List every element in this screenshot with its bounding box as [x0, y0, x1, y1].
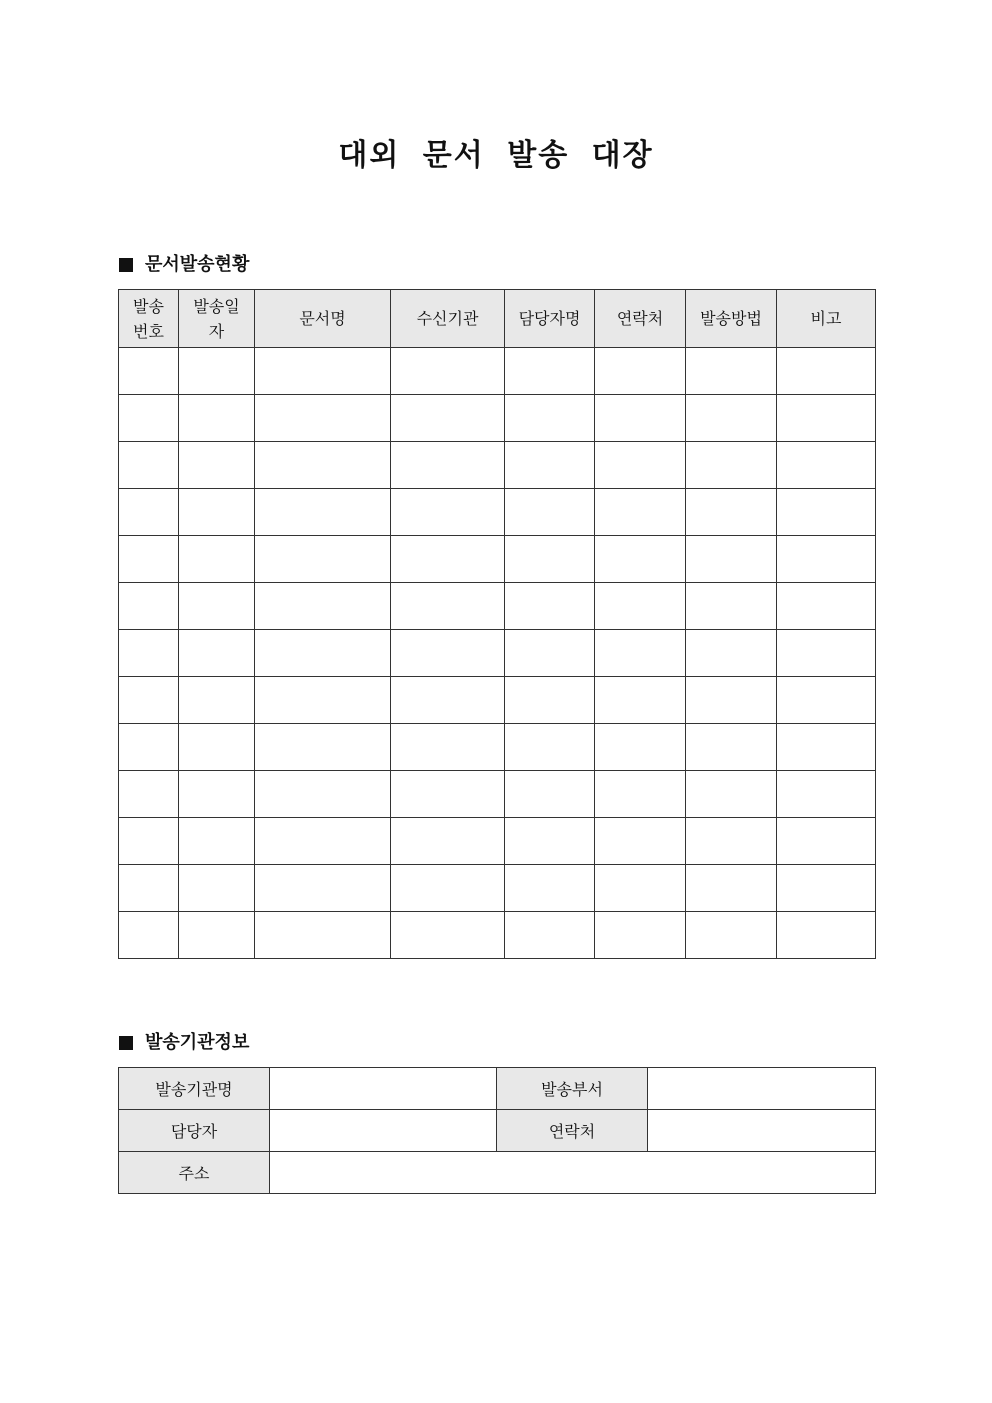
cell-remarks[interactable]	[777, 348, 876, 395]
cell-method[interactable]	[686, 442, 777, 489]
cell-phone[interactable]	[595, 489, 686, 536]
cell-dispatch-date[interactable]	[179, 630, 255, 677]
cell-recipient-org[interactable]	[391, 536, 505, 583]
cell-dispatch-date[interactable]	[179, 912, 255, 959]
cell-document-name[interactable]	[255, 536, 391, 583]
table-row	[119, 395, 876, 442]
cell-phone[interactable]	[595, 630, 686, 677]
cell-document-name[interactable]	[255, 442, 391, 489]
cell-method[interactable]	[686, 630, 777, 677]
cell-dispatch-no[interactable]	[119, 865, 179, 912]
cell-phone[interactable]	[595, 818, 686, 865]
cell-recipient-org[interactable]	[391, 818, 505, 865]
cell-dispatch-date[interactable]	[179, 677, 255, 724]
header-method: 발송방법	[686, 290, 777, 348]
cell-dispatch-date[interactable]	[179, 724, 255, 771]
cell-remarks[interactable]	[777, 395, 876, 442]
section-heading-sender-info	[119, 1031, 249, 1055]
table-row	[119, 818, 876, 865]
cell-dispatch-no[interactable]	[119, 348, 179, 395]
header-dispatch-no	[119, 290, 179, 348]
cell-remarks[interactable]	[777, 771, 876, 818]
cell-remarks[interactable]	[777, 583, 876, 630]
document-title: 대외 문서 발송 대장	[338, 138, 654, 173]
cell-contact-name[interactable]	[505, 395, 595, 442]
header-document-name: 문서명	[255, 290, 391, 348]
cell-contact-name[interactable]	[505, 583, 595, 630]
cell-method[interactable]	[686, 677, 777, 724]
table-row	[119, 442, 876, 489]
header-remarks: 비고	[777, 290, 876, 348]
cell-contact-name[interactable]	[505, 818, 595, 865]
cell-remarks[interactable]	[777, 818, 876, 865]
cell-document-name[interactable]	[255, 724, 391, 771]
cell-remarks[interactable]	[777, 536, 876, 583]
cell-dispatch-no[interactable]	[119, 395, 179, 442]
cell-dispatch-date[interactable]	[179, 489, 255, 536]
header-phone: 연락처	[595, 290, 686, 348]
cell-recipient-org[interactable]	[391, 395, 505, 442]
table-row	[119, 348, 876, 395]
cell-contact-name[interactable]	[505, 536, 595, 583]
cell-dispatch-no[interactable]	[119, 724, 179, 771]
cell-recipient-org[interactable]	[391, 583, 505, 630]
sender-org-label: 발송기관명	[119, 1068, 270, 1110]
table-row	[119, 677, 876, 724]
cell-dispatch-no[interactable]	[119, 912, 179, 959]
phone-label: 연락처	[497, 1110, 648, 1152]
header-recipient-org: 수신기관	[391, 290, 505, 348]
cell-dispatch-no[interactable]	[119, 818, 179, 865]
cell-contact-name[interactable]	[505, 771, 595, 818]
sender-org-field[interactable]	[270, 1068, 497, 1110]
cell-document-name[interactable]	[255, 395, 391, 442]
cell-document-name[interactable]	[255, 583, 391, 630]
header-dispatch-date	[179, 290, 255, 348]
cell-document-name[interactable]	[255, 865, 391, 912]
address-label: 주소	[119, 1152, 270, 1194]
table-row	[119, 771, 876, 818]
cell-method[interactable]	[686, 536, 777, 583]
contact-person-label: 담당자	[119, 1110, 270, 1152]
cell-document-name[interactable]	[255, 771, 391, 818]
cell-contact-name[interactable]	[505, 912, 595, 959]
cell-remarks[interactable]	[777, 442, 876, 489]
cell-recipient-org[interactable]	[391, 912, 505, 959]
cell-dispatch-no[interactable]	[119, 536, 179, 583]
cell-method[interactable]	[686, 395, 777, 442]
cell-method[interactable]	[686, 771, 777, 818]
cell-contact-name[interactable]	[505, 489, 595, 536]
cell-remarks[interactable]	[777, 912, 876, 959]
header-dispatch-date-label: 발송일 자	[193, 296, 240, 341]
cell-phone[interactable]	[595, 348, 686, 395]
cell-dispatch-date[interactable]	[179, 818, 255, 865]
cell-document-name[interactable]	[255, 818, 391, 865]
cell-recipient-org[interactable]	[391, 677, 505, 724]
cell-recipient-org[interactable]	[391, 489, 505, 536]
cell-dispatch-date[interactable]	[179, 583, 255, 630]
cell-dispatch-no[interactable]	[119, 489, 179, 536]
cell-method[interactable]	[686, 865, 777, 912]
cell-phone[interactable]	[595, 536, 686, 583]
cell-contact-name[interactable]	[505, 442, 595, 489]
cell-dispatch-date[interactable]	[179, 442, 255, 489]
cell-remarks[interactable]	[777, 865, 876, 912]
cell-recipient-org[interactable]	[391, 865, 505, 912]
cell-remarks[interactable]	[777, 724, 876, 771]
cell-document-name[interactable]	[255, 677, 391, 724]
table-row	[119, 1068, 876, 1110]
cell-recipient-org[interactable]	[391, 771, 505, 818]
cell-document-name[interactable]	[255, 489, 391, 536]
cell-method[interactable]	[686, 583, 777, 630]
cell-remarks[interactable]	[777, 489, 876, 536]
cell-remarks[interactable]	[777, 677, 876, 724]
cell-contact-name[interactable]	[505, 630, 595, 677]
table-row	[119, 1152, 876, 1194]
section-heading-label: 문서발송현황	[145, 254, 250, 275]
cell-contact-name[interactable]	[505, 348, 595, 395]
cell-recipient-org[interactable]	[391, 724, 505, 771]
cell-method[interactable]	[686, 724, 777, 771]
table-header-row	[119, 290, 876, 348]
address-field[interactable]	[270, 1152, 876, 1194]
cell-dispatch-date[interactable]	[179, 865, 255, 912]
cell-dispatch-no[interactable]	[119, 630, 179, 677]
square-bullet-icon	[119, 1036, 133, 1050]
table-row	[119, 536, 876, 583]
section-heading-label: 발송기관정보	[145, 1032, 250, 1053]
cell-dispatch-date[interactable]	[179, 536, 255, 583]
contact-person-field[interactable]	[270, 1110, 497, 1152]
cell-dispatch-date[interactable]	[179, 771, 255, 818]
table-row	[119, 630, 876, 677]
table-row	[119, 489, 876, 536]
header-contact-name: 담당자명	[505, 290, 595, 348]
cell-recipient-org[interactable]	[391, 348, 505, 395]
cell-method[interactable]	[686, 489, 777, 536]
cell-method[interactable]	[686, 818, 777, 865]
cell-contact-name[interactable]	[505, 677, 595, 724]
cell-remarks[interactable]	[777, 630, 876, 677]
cell-dispatch-no[interactable]	[119, 677, 179, 724]
cell-phone[interactable]	[595, 395, 686, 442]
cell-phone[interactable]	[595, 865, 686, 912]
table-row	[119, 583, 876, 630]
cell-dispatch-no[interactable]	[119, 583, 179, 630]
cell-method[interactable]	[686, 912, 777, 959]
cell-document-name[interactable]	[255, 630, 391, 677]
cell-contact-name[interactable]	[505, 865, 595, 912]
table-row	[119, 865, 876, 912]
square-bullet-icon	[119, 258, 133, 272]
cell-document-name[interactable]	[255, 912, 391, 959]
section-heading-dispatch-status	[119, 253, 249, 277]
cell-dispatch-no[interactable]	[119, 442, 179, 489]
cell-dispatch-date[interactable]	[179, 348, 255, 395]
cell-dispatch-no[interactable]	[119, 771, 179, 818]
cell-phone[interactable]	[595, 912, 686, 959]
header-dispatch-no-line1: 발송 번호	[133, 296, 164, 341]
cell-dispatch-date[interactable]	[179, 395, 255, 442]
cell-recipient-org[interactable]	[391, 630, 505, 677]
cell-phone[interactable]	[595, 724, 686, 771]
cell-phone[interactable]	[595, 583, 686, 630]
cell-phone[interactable]	[595, 677, 686, 724]
sender-dept-field[interactable]	[648, 1068, 876, 1110]
cell-document-name[interactable]	[255, 348, 391, 395]
dispatch-log-table	[118, 289, 876, 959]
sender-info-table	[118, 1067, 876, 1194]
table-row	[119, 724, 876, 771]
cell-recipient-org[interactable]	[391, 442, 505, 489]
cell-contact-name[interactable]	[505, 724, 595, 771]
sender-dept-label: 발송부서	[497, 1068, 648, 1110]
cell-phone[interactable]	[595, 442, 686, 489]
table-row	[119, 1110, 876, 1152]
dispatch-log-body	[119, 348, 876, 959]
cell-method[interactable]	[686, 348, 777, 395]
cell-phone[interactable]	[595, 771, 686, 818]
phone-field[interactable]	[648, 1110, 876, 1152]
table-row	[119, 912, 876, 959]
